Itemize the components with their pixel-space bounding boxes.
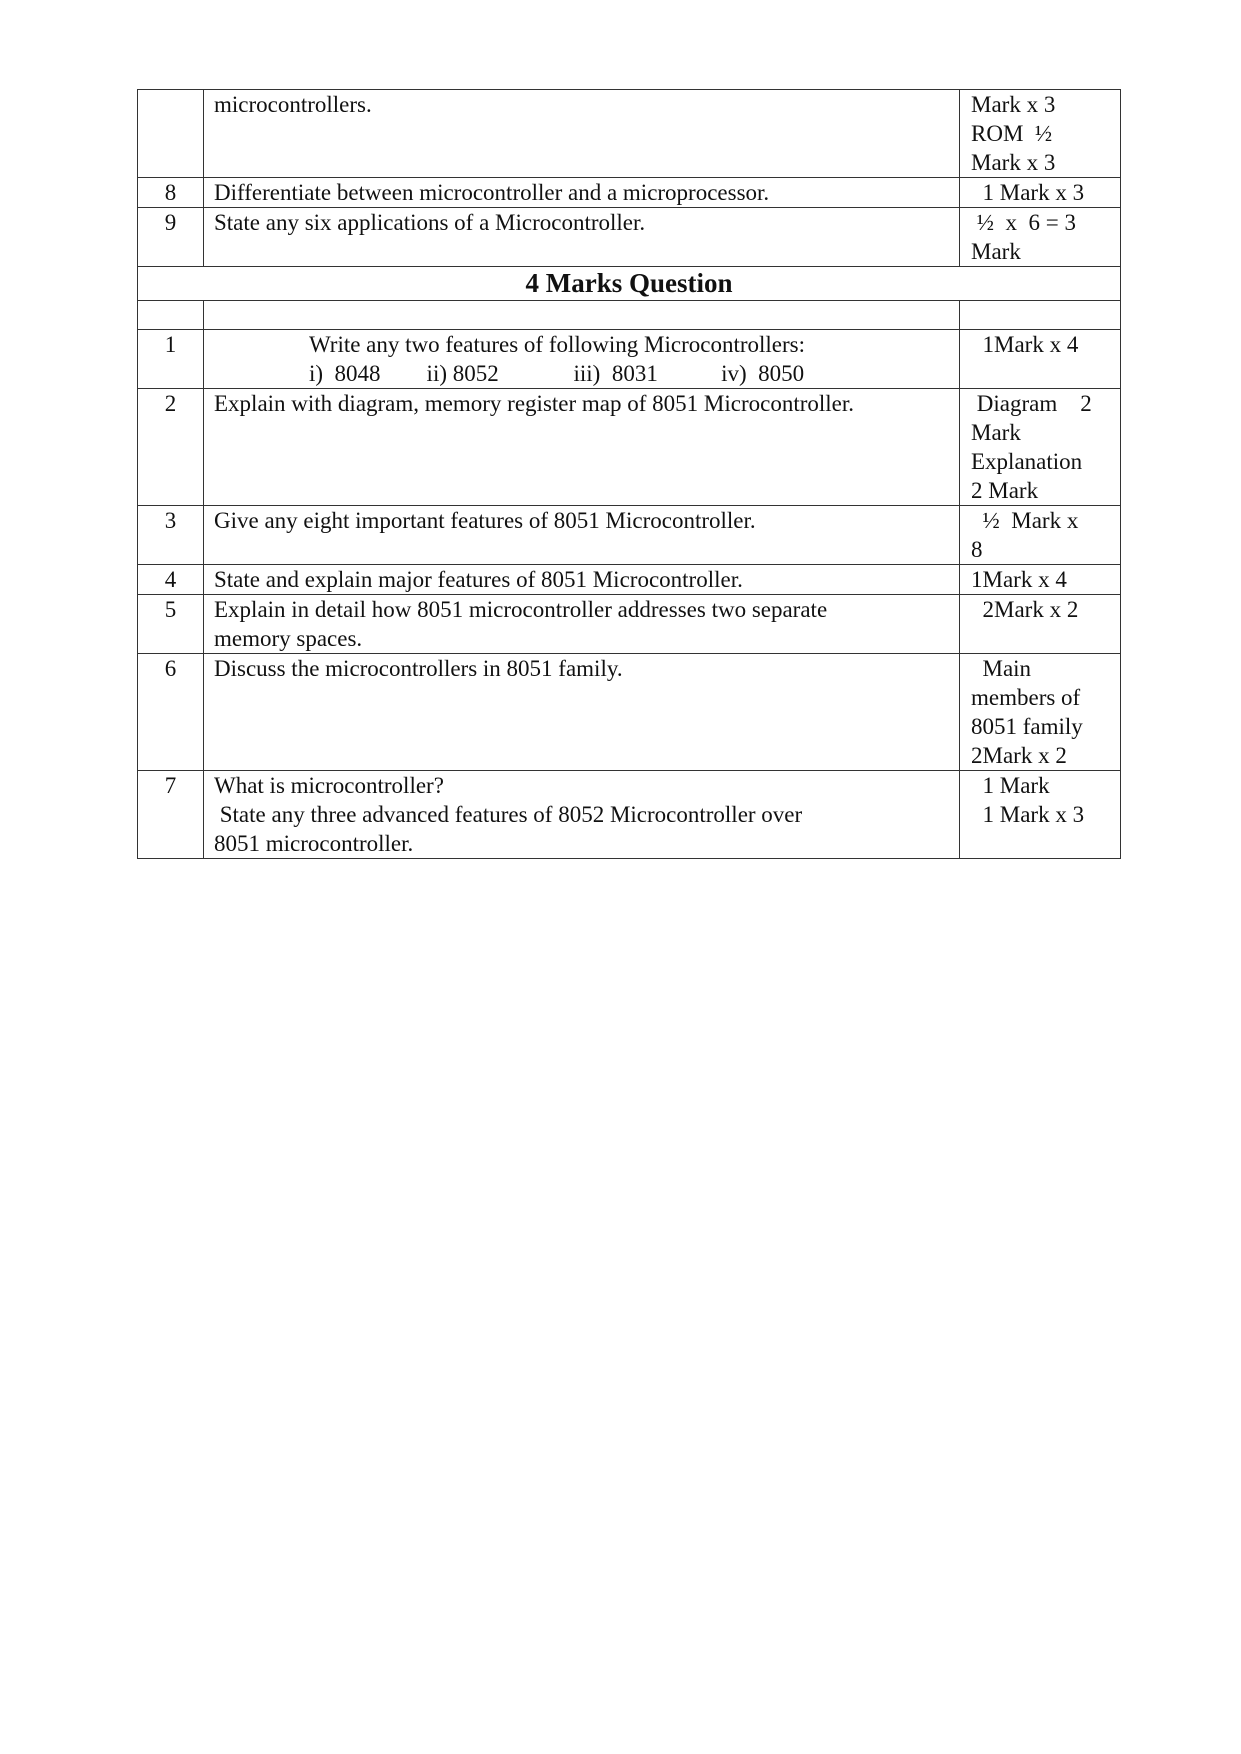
table-row [138,389,1121,506]
table-row [138,771,1121,859]
question-text [204,506,960,565]
question-line: Give any eight important features of 8051 Microcontroller. [214,508,756,533]
table-body-after [138,330,1121,859]
question-line: memory spaces. [214,626,363,651]
marks-line: Diagram 2 [971,391,1092,416]
question-number: 9 [138,208,204,267]
question-text [204,389,960,506]
question-number: 2 [138,389,204,506]
question-line: Explain with diagram, memory register map of 8051 Microcontroller. [214,391,855,416]
question-text [204,330,960,389]
question-text [204,178,960,208]
question-line: What is microcontroller? [214,773,444,798]
marks-cell [960,208,1121,267]
marks-line: 1 Mark x 3 [971,802,1085,827]
table-row [138,330,1121,389]
question-number: 4 [138,565,204,595]
question-line: State and explain major features of 8051 Microcontroller. [214,567,743,592]
marks-line: Mark x 3 [971,150,1056,175]
question-table [137,89,1121,859]
table-row [138,595,1121,654]
blank-cell [138,301,204,330]
question-line: i) 8048 ii) 8052 iii) 8031 iv) 8050 [309,361,805,386]
question-line: Explain in detail how 8051 microcontroller addresses two separate [214,597,828,622]
question-line: Discuss the microcontrollers in 8051 family. [214,656,623,681]
question-block [214,330,953,388]
marks-cell [960,330,1121,389]
question-number [138,90,204,178]
marks-line: 8 [971,537,983,562]
question-number: 5 [138,595,204,654]
question-number: 7 [138,771,204,859]
marks-cell [960,771,1121,859]
table-row [138,178,1121,208]
marks-line: ½ x 6 = 3 [971,210,1076,235]
question-number: 8 [138,178,204,208]
marks-line: ½ Mark x [971,508,1079,533]
marks-cell [960,178,1121,208]
question-text [204,208,960,267]
marks-cell [960,654,1121,771]
marks-cell [960,90,1121,178]
section-heading-body [138,267,1121,330]
marks-cell [960,389,1121,506]
table-row [138,90,1121,178]
marks-line: 1Mark x 4 [971,332,1079,357]
marks-line: 2 Mark [971,478,1039,503]
marks-cell [960,565,1121,595]
marks-line: Mark x 3 [971,92,1056,117]
marks-line: members of [971,685,1081,710]
section-heading-row [138,267,1121,301]
marks-line: Explanation [971,449,1083,474]
question-number: 1 [138,330,204,389]
question-line: Write any two features of following Microcontrollers: [309,332,805,357]
question-text [204,565,960,595]
question-text [204,654,960,771]
question-number: 6 [138,654,204,771]
question-text [204,771,960,859]
question-line: Differentiate between microcontroller and a microprocessor. [214,180,770,205]
question-line: State any six applications of a Microcontroller. [214,210,646,235]
marks-line: Mark [971,420,1021,445]
blank-cell [204,301,960,330]
blank-row [138,301,1121,330]
table-row [138,506,1121,565]
section-heading: 4 Marks Question [138,267,1121,301]
marks-line: 8051 family [971,714,1083,739]
marks-line: Main [971,656,1032,681]
question-line: microcontrollers. [214,92,372,117]
question-text [204,90,960,178]
question-line: State any three advanced features of 8052 Microcontroller over [214,802,803,827]
marks-line: 1Mark x 4 [971,567,1067,592]
question-text [204,595,960,654]
marks-line: 2Mark x 2 [971,597,1079,622]
table-row [138,654,1121,771]
marks-cell [960,506,1121,565]
marks-cell [960,595,1121,654]
blank-cell [960,301,1121,330]
marks-line: 1 Mark [971,773,1050,798]
marks-line: ROM ½ [971,121,1053,146]
marks-line: 1 Mark x 3 [971,180,1085,205]
marks-line: Mark [971,239,1021,264]
table-row [138,565,1121,595]
question-line: 8051 microcontroller. [214,831,414,856]
marks-line: 2Mark x 2 [971,743,1067,768]
question-number: 3 [138,506,204,565]
table-body-before [138,90,1121,267]
table-row [138,208,1121,267]
